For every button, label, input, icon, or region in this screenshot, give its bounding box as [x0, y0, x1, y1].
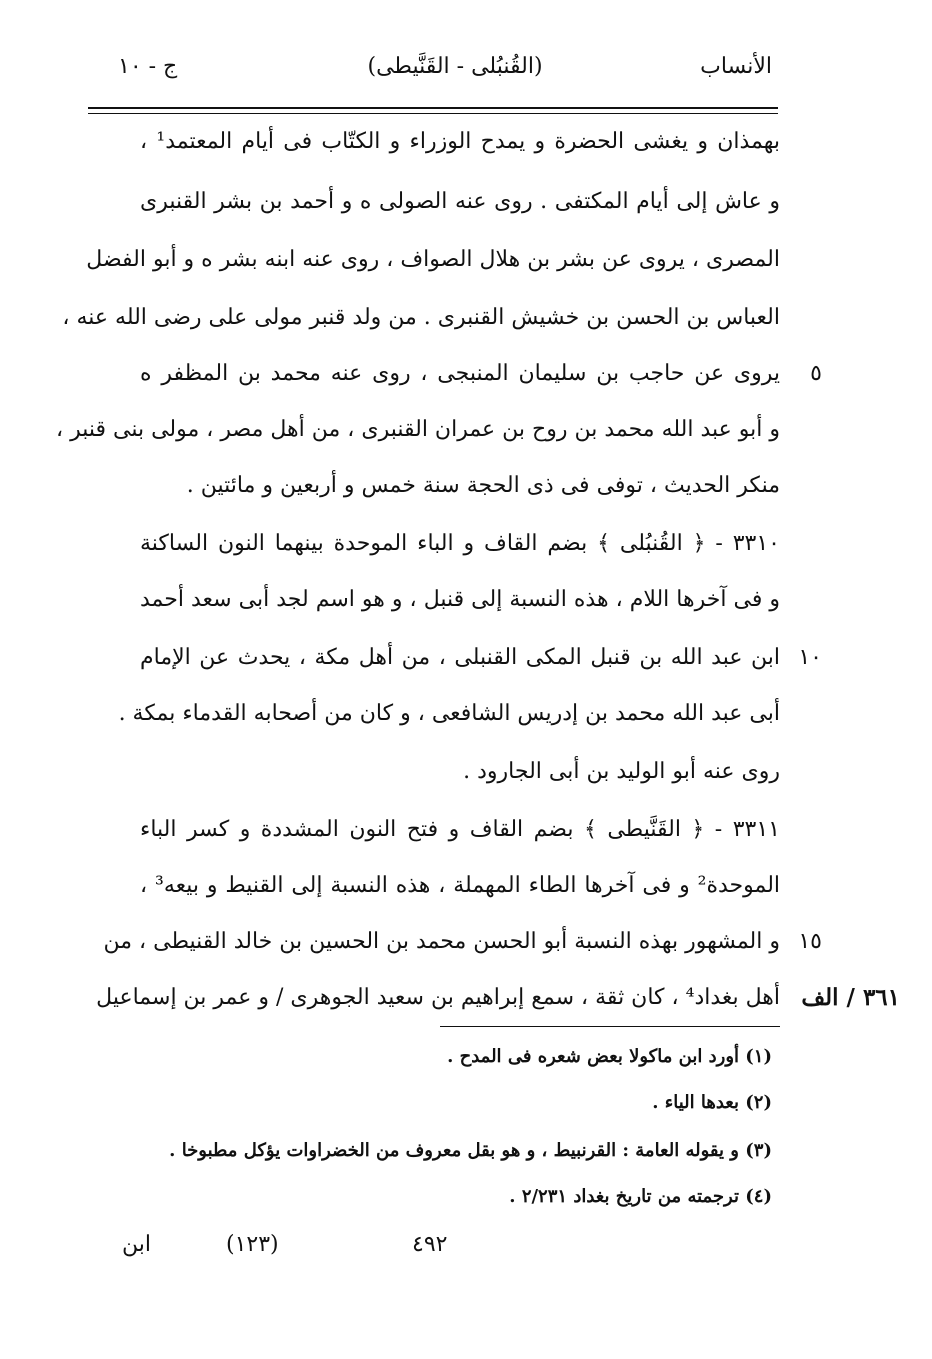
body-line-4: العباس بن الحسن بن خشيش القنبرى . من ولد قنبر مولى على رضى الله عنه ،: [62, 305, 780, 330]
body-line-15: و المشهور بهذه النسبة أبو الحسن محمد بن الحسين بن خالد القنيطى ، من: [103, 929, 780, 954]
book-title: الأنساب: [700, 54, 772, 79]
line-number-10: ١٠: [798, 645, 822, 670]
manuscript-folio-note: ٣٦١ / الف: [801, 984, 900, 1011]
body-line-3: المصرى ، يروى عن بشر بن هلال الصواف ، روى عنه ابنه بشر ه و أبو الفضل: [86, 247, 780, 272]
header-rule-thin: [88, 113, 778, 114]
footnote-rule: [440, 1026, 780, 1027]
body-line-13: ٣٣١١ - ﴿ القَنَّيطی ﴾ بضم القاف و فتح النون المشددة و كسر الباء: [140, 817, 780, 842]
signature-number: (١٢٣): [226, 1232, 279, 1257]
page-number: ٤٩٢: [412, 1232, 448, 1257]
footnote-4: (٤) ترجمته من تاريخ بغداد ٢/٢٣١ .: [509, 1186, 772, 1207]
body-line-14: الموحدة² و فى آخرها الطاء المهملة ، هذه النسبة إلى القنيط و بيعه³ ،: [140, 873, 781, 898]
body-line-5: يروى عن حاجب بن سليمان المنبجى ، روى عنه محمد بن المظفر ه: [140, 361, 780, 386]
body-line-7: منكر الحديث ، توفى فى ذى الحجة سنة خمس و أربعين و مائتين .: [186, 473, 780, 498]
body-line-16: أهل بغداد⁴ ، كان ثقة ، سمع إبراهيم بن سعيد الجوهرى / و عمر بن إسماعيل: [96, 985, 780, 1010]
footnote-2: (٢) بعدها الياء .: [652, 1092, 772, 1113]
body-line-6: و أبو عبد الله محمد بن روح بن عمران القنبرى ، من أهل مصر ، مولى بنى قنبر ،: [55, 417, 780, 442]
line-number-5: ٥: [810, 361, 822, 386]
volume-number: ج - ١٠: [118, 54, 178, 79]
footnote-3: (٣) و يقوله العامة : القرنبيط ، و هو بقل معروف من الخضراوات يؤكل مطبوخا .: [169, 1140, 772, 1161]
catchword: ابن: [122, 1232, 151, 1257]
running-title: (القُنبُلی - القَنَّيطی): [367, 54, 543, 79]
body-line-9: و فى آخرها اللام ، هذه النسبة إلى قنبل ، و هو اسم لجد أبى سعد أحمد: [140, 587, 780, 612]
body-line-10: ابن عبد الله بن قنبل المكى القنبلى ، من أهل مكة ، يحدث عن الإمام: [140, 645, 780, 670]
body-line-11: أبى عبد الله محمد بن إدريس الشافعى ، و كان من أصحابه القدماء بمكة .: [118, 701, 780, 726]
header-rule: [88, 107, 778, 109]
body-line-12: روى عنه أبو الوليد بن أبى الجارود .: [463, 759, 780, 784]
body-line-8: ٣٣١٠ - ﴿ القُنبُلی ﴾ بضم القاف و الباء الموحدة بينهما النون الساكنة: [140, 531, 780, 556]
footnote-1: (١) أورد ابن ماكولا بعض شعره فى المدح .: [447, 1046, 772, 1067]
body-line-2: و عاش إلى أيام المكتفى . روى عنه الصولى ه و أحمد بن بشر القنبرى: [140, 189, 780, 214]
body-line-1: بهمذان و يغشى الحضرة و يمدح الوزراء و الكتّاب فى أيام المعتمد¹ ،: [140, 129, 781, 154]
line-number-15: ١٥: [798, 929, 822, 954]
